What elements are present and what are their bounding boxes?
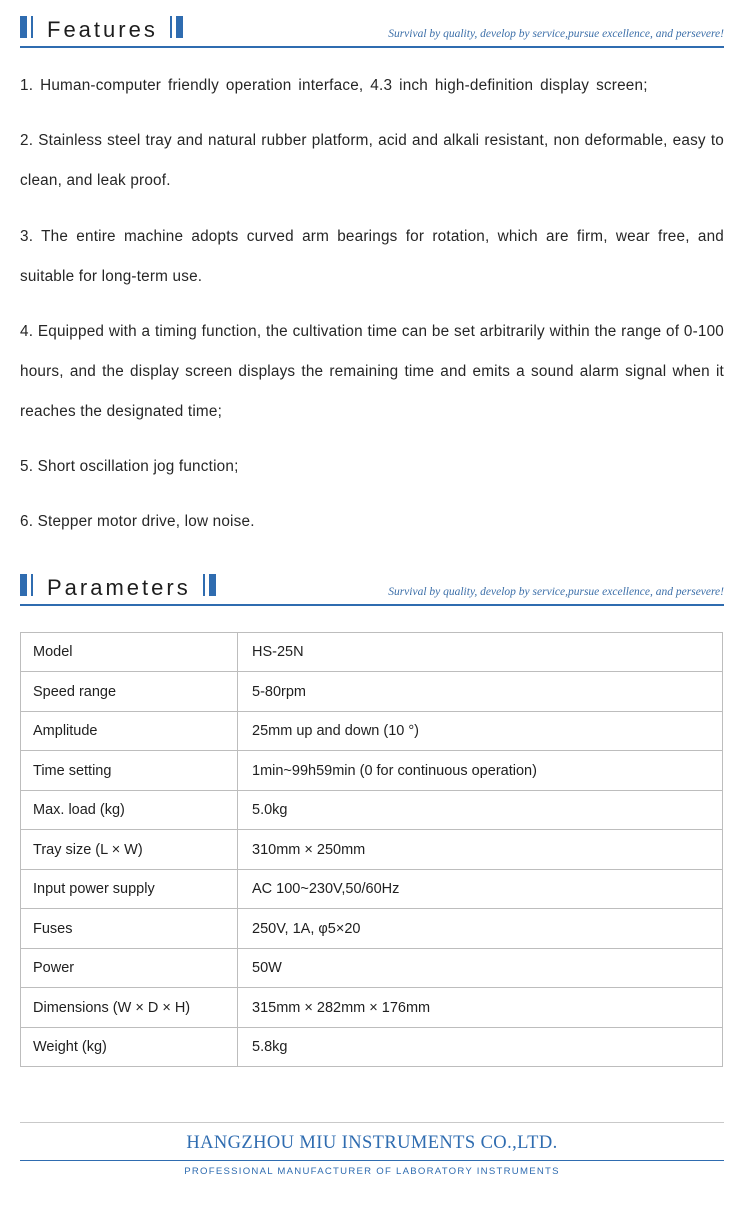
- param-name: Model: [21, 632, 238, 672]
- table-row: [21, 790, 723, 830]
- table-row: [21, 1027, 723, 1067]
- accent-bar-thin-icon: [31, 574, 33, 596]
- accent-bar-thick-icon: [20, 16, 27, 38]
- param-value: 315mm × 282mm × 176mm: [238, 988, 723, 1028]
- param-value: 250V, 1A, φ5×20: [238, 909, 723, 949]
- param-value: 50W: [238, 948, 723, 988]
- parameters-slogan: Survival by quality, develop by service,pursue excellence, and persevere!: [388, 585, 724, 598]
- features-list: [20, 66, 724, 542]
- table-row: [21, 869, 723, 909]
- feature-item: 3. The entire machine adopts curved arm bearings for rotation, which are firm, wear free, and suitable for long-term use.: [20, 227, 724, 285]
- features-title: Features: [47, 17, 158, 42]
- param-name: Input power supply: [21, 869, 238, 909]
- table-row: [21, 711, 723, 751]
- accent-bars-left: [20, 574, 33, 596]
- param-value: 1min~99h59min (0 for continuous operation): [238, 751, 723, 791]
- footer-divider-accent: [20, 1160, 724, 1161]
- footer-divider-top: [20, 1122, 724, 1123]
- table-row: [21, 751, 723, 791]
- parameters-table-wrapper: [20, 632, 724, 1068]
- param-name: Dimensions (W × D × H): [21, 988, 238, 1028]
- param-name: Amplitude: [21, 711, 238, 751]
- param-value: 310mm × 250mm: [238, 830, 723, 870]
- features-slogan: Survival by quality, develop by service,pursue excellence, and persevere!: [388, 28, 724, 40]
- accent-bar-thin-icon: [203, 574, 205, 596]
- footer-subtitle: PROFESSIONAL MANUFACTURER OF LABORATORY INSTRUMENTS: [184, 1166, 560, 1177]
- param-name: Power: [21, 948, 238, 988]
- feature-item: 2. Stainless steel tray and natural rubber platform, acid and alkali resistant, non deformable, easy to clean, and leak proof.: [20, 132, 724, 190]
- accent-bar-thick-icon: [20, 574, 27, 596]
- accent-bar-thin-icon: [31, 16, 33, 38]
- feature-item: 1. Human-computer friendly operation interface, 4.3 inch high-definition display screen;: [20, 77, 648, 94]
- accent-bar-thin-icon: [170, 16, 172, 38]
- param-name: Tray size (L × W): [21, 830, 238, 870]
- features-section-header: [20, 0, 724, 48]
- accent-bar-thick-icon: [209, 574, 216, 596]
- param-value: AC 100~230V,50/60Hz: [238, 869, 723, 909]
- param-name: Weight (kg): [21, 1027, 238, 1067]
- table-row: [21, 672, 723, 712]
- table-row: [21, 988, 723, 1028]
- feature-item: 6. Stepper motor drive, low noise.: [20, 513, 255, 531]
- parameters-title: Parameters: [47, 574, 191, 600]
- feature-item: 5. Short oscillation jog function;: [20, 458, 239, 476]
- table-row: [21, 948, 723, 988]
- footer-company-name: HANGZHOU MIU INSTRUMENTS CO.,LTD.: [186, 1133, 558, 1153]
- page-footer: [0, 1122, 744, 1177]
- table-row: [21, 632, 723, 672]
- param-value: HS-25N: [238, 632, 723, 672]
- param-value: 5.0kg: [238, 790, 723, 830]
- param-name: Time setting: [21, 751, 238, 791]
- param-value: 25mm up and down (10 °): [238, 711, 723, 751]
- feature-item: 4. Equipped with a timing function, the cultivation time can be set arbitrarily within the range of 0-100 hours, and the display screen displays the remaining time and emits a sound alarm signal when it reaches the designated time;: [20, 322, 724, 420]
- table-row: [21, 909, 723, 949]
- param-value: 5.8kg: [238, 1027, 723, 1067]
- param-name: Max. load (kg): [21, 790, 238, 830]
- table-row: [21, 830, 723, 870]
- accent-bars-left: [20, 16, 33, 38]
- parameters-section-header: [20, 558, 724, 606]
- param-name: Speed range: [21, 672, 238, 712]
- accent-bars-right: [170, 16, 183, 38]
- param-name: Fuses: [21, 909, 238, 949]
- parameters-table: [20, 632, 723, 1068]
- accent-bar-thick-icon: [176, 16, 183, 38]
- param-value: 5-80rpm: [238, 672, 723, 712]
- accent-bars-right: [203, 574, 216, 596]
